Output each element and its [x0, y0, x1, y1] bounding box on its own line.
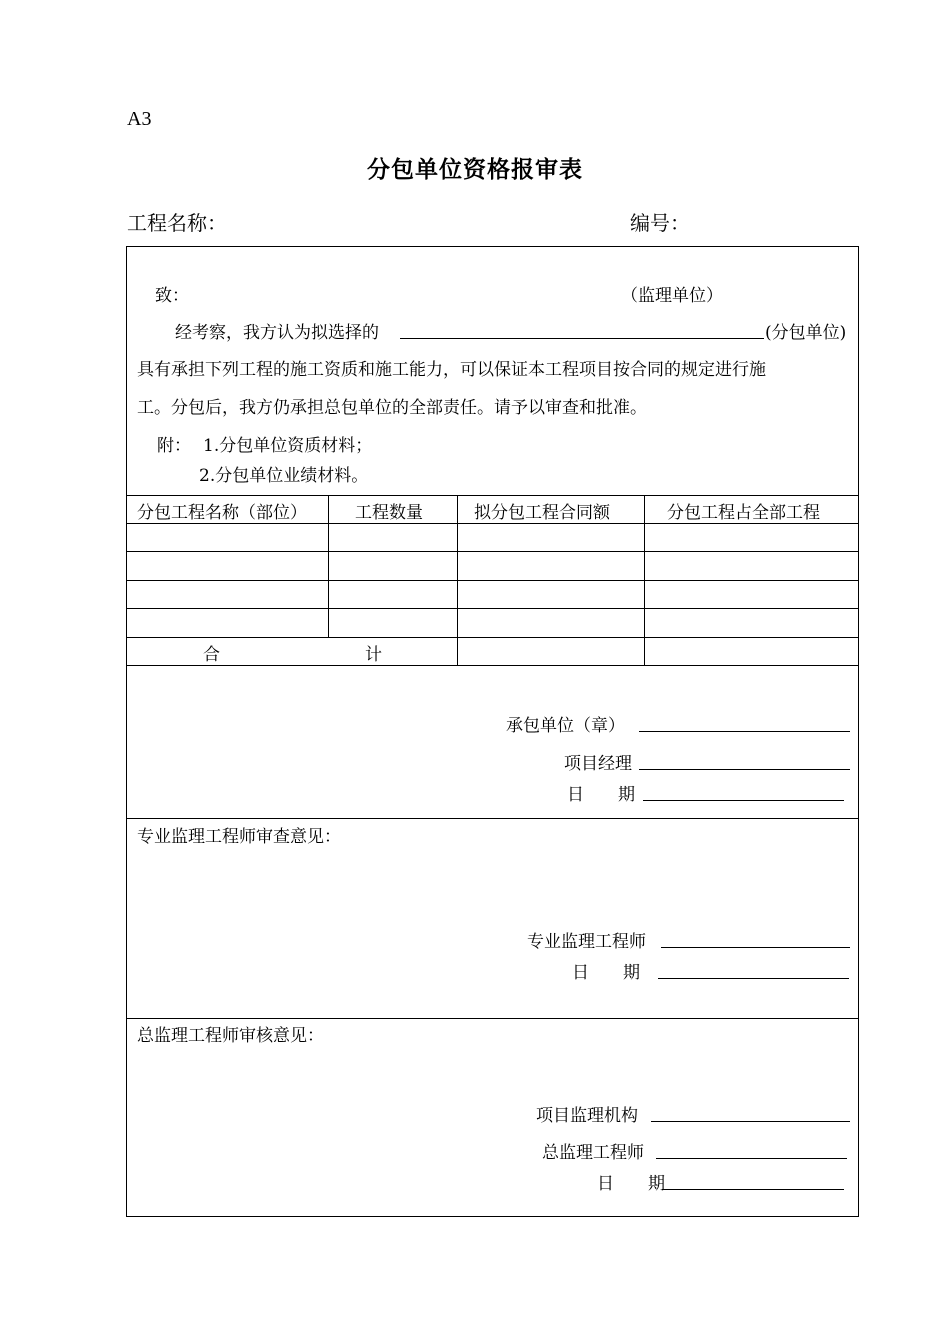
- table-column-divider: [457, 495, 458, 665]
- total-label-char1: 合: [203, 645, 220, 665]
- letter-line1-suffix: (分包单位): [765, 323, 847, 343]
- supervision-org-blank[interactable]: [651, 1121, 850, 1122]
- table-header-cell: 工程数量: [355, 503, 423, 523]
- chief-date-blank[interactable]: [662, 1189, 844, 1190]
- table-row-border: [127, 580, 858, 581]
- contractor-date-blank[interactable]: [643, 800, 844, 801]
- specialist-date-label: 日 期: [572, 963, 640, 983]
- table-header-border: [127, 523, 858, 524]
- to-label: 致：: [155, 286, 189, 306]
- specialist-engineer-blank[interactable]: [661, 947, 850, 948]
- supervision-org-label: 项目监理机构: [536, 1106, 638, 1126]
- project-manager-label: 项目经理: [564, 754, 632, 774]
- table-row-border: [127, 608, 858, 609]
- contractor-date-label: 日 期: [567, 785, 635, 805]
- chief-engineer-label: 总监理工程师: [542, 1143, 644, 1163]
- table-header-cell: 分包工程名称（部位）: [137, 503, 307, 523]
- specialist-date-blank[interactable]: [658, 978, 849, 979]
- specialist-review-heading: 专业监理工程师审查意见：: [137, 827, 341, 847]
- attachment-item-1: 1.分包单位资质材料；: [203, 436, 373, 456]
- table-column-divider: [328, 495, 329, 637]
- chief-date-label: 日 期: [597, 1174, 665, 1194]
- form-code: A3: [127, 108, 152, 130]
- contractor-unit-label: 承包单位（章）: [506, 716, 625, 736]
- table-header-cell: 拟分包工程合同额: [474, 503, 610, 523]
- supervisor-unit-label: （监理单位）: [621, 286, 723, 306]
- letter-line3: 工。分包后，我方仍承担总包单位的全部责任。请予以审查和批准。: [137, 398, 647, 418]
- table-bottom-border: [127, 665, 858, 666]
- table-header-cell: 分包工程占全部工程: [667, 503, 820, 523]
- table-row-border: [127, 551, 858, 552]
- subcontractor-name-blank[interactable]: [400, 338, 764, 339]
- contractor-unit-blank[interactable]: [639, 731, 850, 732]
- specialist-engineer-label: 专业监理工程师: [527, 932, 646, 952]
- project-name-label: 工程名称：: [127, 211, 227, 235]
- table-row-border: [127, 637, 858, 638]
- chief-engineer-blank[interactable]: [656, 1158, 847, 1159]
- table-column-divider: [644, 495, 645, 665]
- form-title: 分包单位资格报审表: [367, 156, 583, 183]
- section-divider: [127, 1018, 858, 1019]
- form-frame: [126, 246, 859, 1217]
- section-divider: [127, 818, 858, 819]
- project-manager-blank[interactable]: [639, 769, 850, 770]
- attachment-item-2: 2.分包单位业绩材料。: [199, 466, 369, 486]
- letter-line2: 具有承担下列工程的施工资质和施工能力，可以保证本工程项目按合同的规定进行施: [137, 360, 766, 380]
- chief-review-heading: 总监理工程师审核意见：: [137, 1026, 324, 1046]
- total-label-char2: 计: [365, 645, 382, 665]
- serial-number-label: 编号：: [630, 211, 690, 235]
- letter-line1-prefix: 经考察，我方认为拟选择的: [175, 323, 379, 343]
- table-top-border: [127, 495, 858, 496]
- attachment-label: 附：: [157, 436, 191, 456]
